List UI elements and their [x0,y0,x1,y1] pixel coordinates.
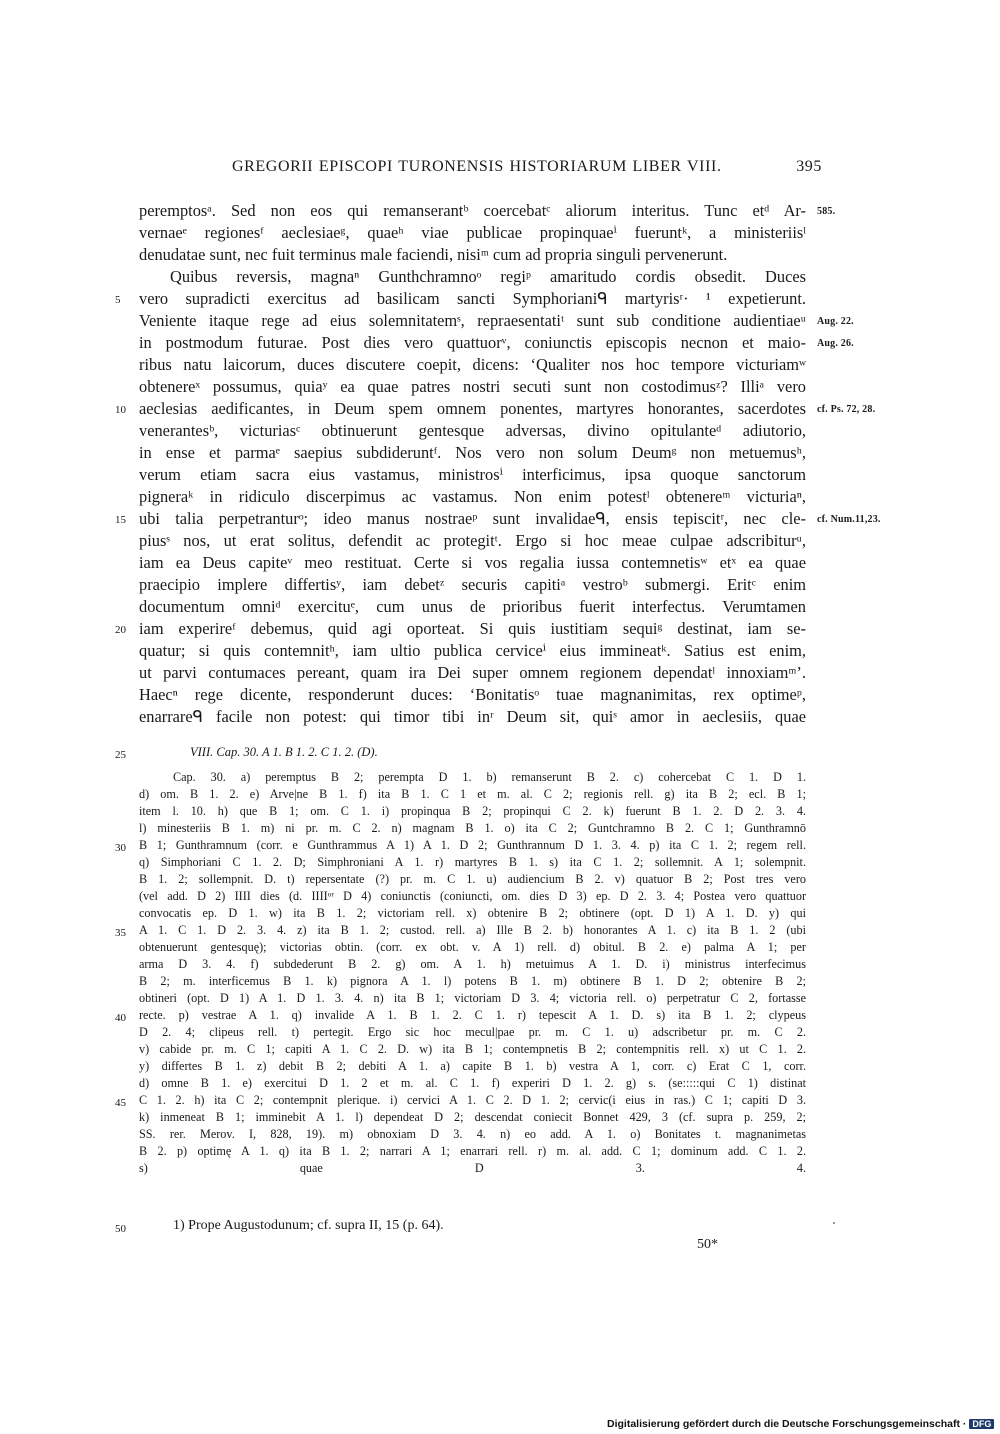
line-number: 30 [115,842,126,854]
speck [833,1222,835,1224]
funding-footer [607,1418,994,1430]
main-line: aeclesias aedificantes, in Deum spem omnem ponentes, martyres honorantes, sacerdotes [139,399,806,418]
apparatus-line: C 1. 2. h) ita C 2; contempnit plerique. i) cervici A 1. C 2. D 1. 2; cervic(i eius in ras.) C 1; capiti D 3. [139,1093,806,1107]
apparatus-line: q) Simphoriani C 1. 2. D; Simphroniani A 1. r) martyres B 1. s) ita C 1. 2; sollemnit. A 1; solempnit. [139,855,806,869]
main-line: documentum omniᵈ exercituᵉ, cum unus de prioribus fuerit interfectus. Verumtamen [139,597,806,616]
apparatus-line: B 2; m. interficemus B 1. k) pignora A 1. l) potens B 1. m) obtinere B 1. D 2; obtenire B 2; [139,974,806,988]
main-line: Quibus reversis, magnaⁿ Gunthchramnoᵒ regiᵖ amaritudo cordis obsedit. Duces [170,267,806,286]
dfg-logo: DFG [969,1419,994,1429]
main-line: iam ea Deus capiteᵛ meo restituat. Certe si vos regalia iussa contemnetisʷ etˣ ea quae [139,553,806,572]
apparatus-line: k) inmeneat B 1; imminebit A 1. l) dependeat D 2; descendat coniecit Bonnet 429, 3 (cf. supra p. 259, 2; [139,1110,806,1124]
line-number: 50 [115,1223,126,1235]
main-line: vernaeᵉ regionesᶠ aeclesiaeᵍ, quaeʰ viae publicae propinquaeⁱ fueruntᵏ, a ministeriisˡ [139,223,806,242]
line-number: 20 [115,624,126,636]
apparatus-line: obtenuerunt gentesquę); victorias obtin. (corr. ex obt. v. A 1) rell. d) obitul. B 2. e) palma A 1; per [139,940,806,954]
main-line: quatur; si quis contemnitʰ, iam ultio publica cerviceⁱ eius immineatᵏ. Satius est enim, [139,641,806,660]
margin-note-date: Aug. 22. [817,316,854,327]
main-line: ut parvi contumaces pereant, quam ira Dei super omnem regionem dependatˡ innoxiamᵐ’. [139,663,806,682]
main-line: piusˢ nos, ut erat solitus, defendit ac protegitᵗ. Ergo si hoc meae culpae adscribiturᵘ, [139,531,806,550]
apparatus-line: (vel add. D 2) IIII dies (d. IIIIᵒʳ D 4) coniunctis (coniuncti, om. dies D 3) ep. D 2. 3. 4; Postea vero quattuor [139,889,806,903]
line-number: 5 [115,294,121,306]
main-line: pigneraᵏ in ridiculo discerpimus ac vastamus. Non enim potestˡ obtenereᵐ victuriaⁿ, [139,487,806,506]
apparatus-line: B 1. 2; sollempnit. D. t) repersentate (?) pr. m. C 1. u) audiencium B 2. v) quatuor B 2; Post tres vero [139,872,806,886]
apparatus-line: s) quae D 3. 4. [139,1161,806,1175]
main-line: praecipio implere differtisʸ, iam debetᶻ securis capitiᵃ vestroᵇ submergi. Eritᶜ enim [139,575,806,594]
main-line: vero supradicti exercitus ad basilicam sancti Symphorianiᑫ martyrisʳ· ¹ expetierunt. [139,289,806,308]
apparatus-line: Cap. 30. a) peremptus B 2; perempta D 1. b) remanserunt B 2. c) cohercebat C 1. D 1. [173,770,806,784]
apparatus-line: obtineri (opt. D 1) A 1. D 1. 3. 4. n) ita B 1; victoriam D 3. 4; victoria rell. o) perpetratur C 2, fortasse [139,991,806,1005]
line-number: 40 [115,1012,126,1024]
apparatus-line: D 2. 4; clipeus rell. t) pertegit. Ergo sic hoc mecul|pae pr. m. C 1. u) adscribetur pr. m. C 2. [139,1025,806,1039]
margin-note-date: Aug. 26. [817,338,854,349]
main-line: Haecⁿ rege dicente, responderunt duces: ʻBonitatisᵒ tuae magnanimitas, rex optimeᵖ, [139,685,806,704]
apparatus-line: d) om. B 1. 2. e) Arve|ne B 1. f) ita B 1. C 1 et m. al. C 2; regionis rell. g) ita B 2; ecl. B 1; [139,787,806,801]
main-line: in ense et parmaᵉ saepius subdideruntᶠ. Nos vero non solum Deumᵍ non metuemusʰ, [139,443,806,462]
main-line: iam experireᶠ debemus, quid agi oporteat. Si quis iustitiam sequiᵍ destinat, iam se- [139,619,806,638]
page-number: 395 [796,158,822,175]
apparatus-line: SS. rer. Merov. I, 828, 19). m) obnoxiam D 3. 4. n) eo add. A 1. o) Bonitates t. magnanimetas [139,1127,806,1141]
main-line: denudatae sunt, nec fuit terminus male faciendi, nisiᵐ cum ad propria singuli pervenerunt. [139,245,728,264]
main-line: obtenereˣ possumus, quiaʸ ea quae patres nostri secuti sunt non costodimusᶻ? Illiᵃ vero [139,377,806,396]
apparatus-line: convocatis ep. D 1. w) ita B 1. 2; victoriam rell. x) obtenire B 2; obtinere (opt. D 1) A 1. D. y) qui [139,906,806,920]
running-header [232,158,822,176]
running-title: GREGORII EPISCOPI TURONENSIS HISTORIARUM LIBER VIII. [232,158,722,175]
margin-note-year: 585. [817,206,836,217]
line-number: 45 [115,1097,126,1109]
apparatus-line: y) differtes B 1. z) debit B 2; debiti A 1. a) capite B 1. b) vestra A 1, corr. c) Erat C 1, corr. [139,1059,806,1073]
line-number: 35 [115,927,126,939]
apparatus-line: A 1. C 1. D 2. 3. 4. z) ita B 1. 2; custod. rell. a) Ille B 2. b) honorantes A 1. c) ita B 1. 2 (ubi [139,923,806,937]
footer-text: Digitalisierung gefördert durch die Deutsche Forschungsgemeinschaft · [607,1418,967,1430]
main-line: ribus natu laicorum, duces discutere coepit, dicens: ʻQualiter nos hoc tempore victuriamʷ [139,355,806,374]
footnote: 1) Prope Augustodunum; cf. supra II, 15 (p. 64). [173,1218,444,1233]
main-line: verum etiam sacra eius vastamus, ministrosⁱ interficimus, ipsa quoque sanctorum [139,465,806,484]
apparatus-line: B 2. p) optimę A 1. q) ita B 1. 2; narrari A 1; enarrari rell. r) m. al. add. C 1; dominum add. C 1. 2. [139,1144,806,1158]
main-line: peremptosᵃ. Sed non eos qui remanserantᵇ coercebatᶜ aliorum interitus. Tunc etᵈ Ar- [139,201,806,220]
main-line: ubi talia perpetranturᵒ; ideo manus nostraeᵖ sunt invalidaeᑫ, ensis tepiscitʳ, nec cle- [139,509,806,528]
apparatus-line: l) minesteriis B 1. m) ni pr. m. C 2. n) magnam B 1. o) ita C 2; Guntchramno B 2. C 1; Gunthramnō [139,821,806,835]
apparatus-line: arma D 3. 4. f) subdederunt B 2. g) om. A 1. h) metuimus A 1. D. i) ministrus interfecimus [139,957,806,971]
apparatus-header: VIII. Cap. 30. A 1. B 1. 2. C 1. 2. (D). [190,745,378,759]
margin-note-reference: cf. Ps. 72, 28. [817,404,876,415]
line-number: 10 [115,404,126,416]
apparatus-line: recte. p) vestrae A 1. q) invalide A 1. B 1. 2. C 1. r) tepescit A 1. D. s) ita B 1. 2; clypeus [139,1008,806,1022]
line-number: 15 [115,514,126,526]
apparatus-line: B 1; Gunthramnum (corr. e Gunthrammus A 1) A 1. D 2; Gunthrannum D 1. 3. 4. p) ita C 1. 2; regem rell. [139,838,806,852]
main-line: in postmodum futurae. Post dies vero quattuorᵛ, coniunctis episcopis necnon et maio- [139,333,806,352]
signature-mark: 50* [697,1237,718,1252]
apparatus-line: d) omne B 1. e) exercitui D 1. 2 et m. al. C 1. f) experiri D 1. 2. g) s. (se:::::qui C 1) distinat [139,1076,806,1090]
main-line: enarrareᑫ facile non potest: qui timor tibi inʳ Deum sit, quiˢ amor in aeclesiis, quae [139,707,806,726]
main-line: venerantesᵇ, victuriasᶜ obtinuerunt gentesque adversas, divino opitulanteᵈ adiutorio, [139,421,806,440]
apparatus-line: v) cabide pr. m. C 1; capiti A 1. C 2. D. w) ita B 1; contempnetis B 2; contempnitis rell. x) ut C 1. 2. [139,1042,806,1056]
line-number: 25 [115,749,126,761]
margin-note-reference: cf. Num.11,23. [817,514,881,525]
main-line: Veniente itaque rege ad eius solemnitatemˢ, repraesentatiᵗ sunt sub conditione audientiaeᵘ [139,311,806,330]
apparatus-line: item l. 10. h) que B 1; om. C 1. i) propinqua B 2; propinqui C 2. k) fuerunt B 1. 2. D 2. 3. 4. [139,804,806,818]
